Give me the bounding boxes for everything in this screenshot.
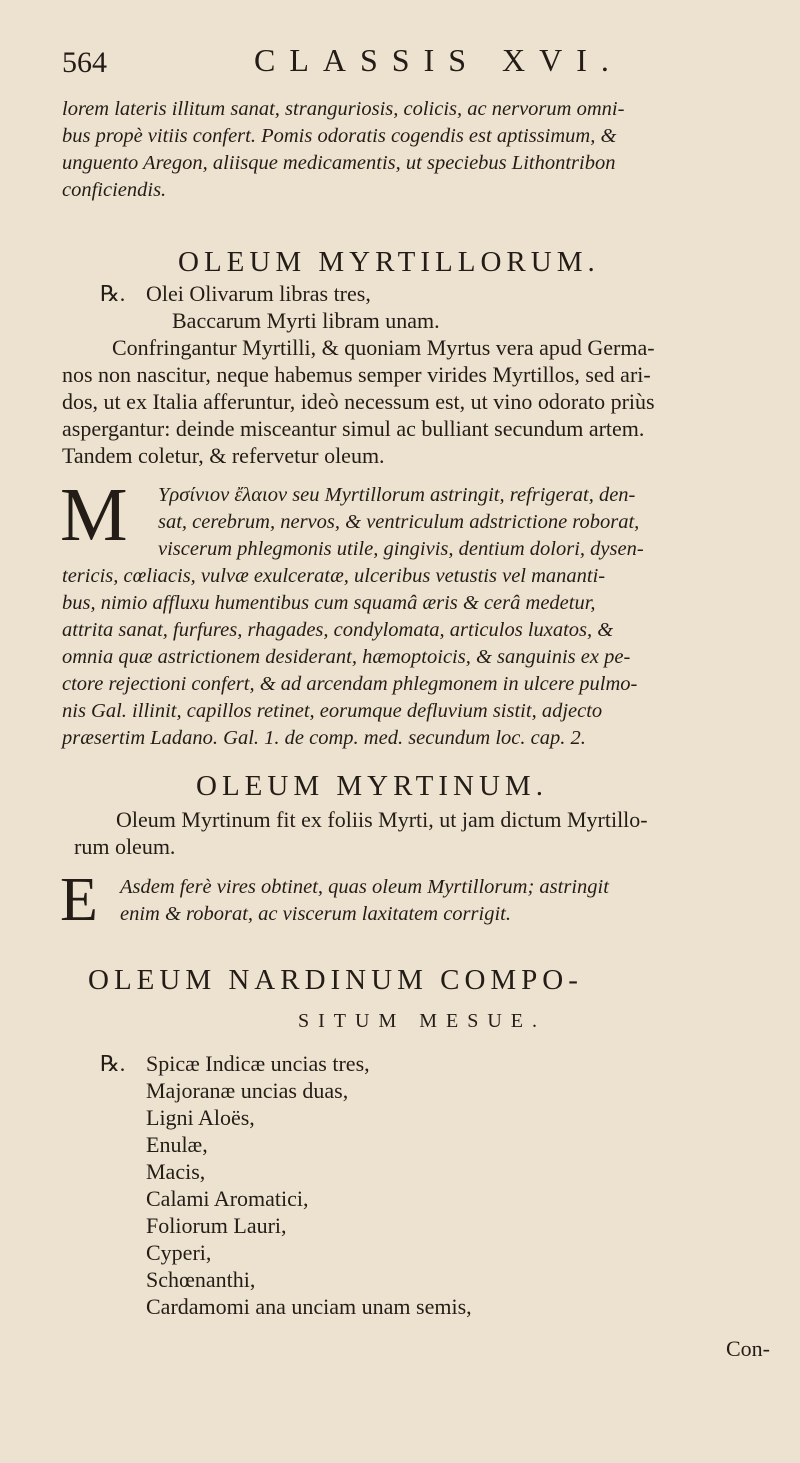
text-line: Tandem coletur, & refervetur oleum. (62, 443, 385, 468)
text-line: dos, ut ex Italia afferuntur, ideò necessum est, ut vino odorato priùs (62, 389, 655, 414)
section-subheading: SITUM MESUE. (298, 1010, 547, 1032)
page-number: 564 (62, 46, 107, 79)
section-heading: OLEUM MYRTINUM. (196, 770, 548, 802)
text-line: attrita sanat, furfures, rhagades, condylomata, articulos luxatos, & (62, 619, 614, 641)
drop-cap: M (60, 473, 128, 557)
commentary-paragraph (60, 866, 782, 934)
text-line: unguento Aregon, aliisque medicamentis, ut speciebus Lithontribon (62, 152, 616, 174)
recipe-item: Baccarum Myrti libram unam. (172, 308, 440, 333)
intro-paragraph (62, 96, 782, 204)
text-line: viscerum phlegmonis utile, gingivis, dentium dolori, dysen- (158, 538, 644, 560)
page-header (62, 42, 762, 88)
recipe-item: Cardamomi ana unciam unam semis, (146, 1294, 472, 1319)
text-line: Asdem ferè vires obtinet, quas oleum Myrtillorum; astringit (120, 876, 609, 898)
recipe-item: Macis, (146, 1159, 206, 1184)
recipe-item: Cyperi, (146, 1240, 212, 1265)
text-line: lorem lateris illitum sanat, stranguriosis, colicis, ac nervorum omni- (62, 98, 625, 120)
catchword: Con- (726, 1336, 770, 1361)
text-line: conficiendis. (62, 179, 167, 201)
recipe-item: Foliorum Lauri, (146, 1213, 287, 1238)
recipe-list (146, 280, 440, 334)
text-line: aspergantur: deinde misceantur simul ac bulliant secundum artem. (62, 416, 645, 441)
text-line: sat, cerebrum, nervos, & ventriculum adstrictione roborat, (158, 511, 640, 533)
text-line: præsertim Ladano. Gal. 1. de comp. med. secundum loc. cap. 2. (62, 727, 586, 749)
recipe-item: Spicæ Indicæ uncias tres, (146, 1051, 370, 1076)
recipe-item: Majoranæ uncias duas, (146, 1078, 349, 1103)
recipe-symbol: ℞. (100, 1051, 126, 1076)
section-heading: OLEUM MYRTILLORUM. (178, 246, 600, 278)
drop-cap: E (60, 866, 98, 934)
preparation-paragraph (62, 334, 782, 469)
recipe-item: Ligni Aloës, (146, 1105, 255, 1130)
text-line: bus propè vitiis confert. Pomis odoratis cogendis est aptissimum, & (62, 125, 617, 147)
commentary-paragraph (60, 473, 782, 752)
running-title: CLASSIS XVI. (254, 42, 623, 78)
text-line: nis Gal. illinit, capillos retinet, eorumque defluvium sistit, adjecto (62, 700, 603, 722)
section-heading: OLEUM NARDINUM COMPO- (88, 964, 583, 996)
recipe-item: Olei Olivarum libras tres, (146, 281, 371, 306)
preparation-paragraph (62, 806, 782, 860)
text-line: Confringantur Myrtilli, & quoniam Myrtus vera apud Germa- (112, 335, 655, 360)
text-line: rum oleum. (74, 834, 176, 859)
text-line: Oleum Myrtinum fit ex foliis Myrti, ut jam dictum Myrtillo- (116, 807, 648, 832)
recipe-item: Schœnanthi, (146, 1267, 256, 1292)
text-line: omnia quæ astrictionem desiderant, hæmoptoicis, & sanguinis ex pe- (62, 646, 631, 668)
text-line: enim & roborat, ac viscerum laxitatem corrigit. (120, 903, 511, 925)
text-line: tericis, cœliacis, vulvæ exulceratæ, ulceribus vetustis vel mananti- (62, 565, 606, 587)
recipe-item: Enulæ, (146, 1132, 208, 1157)
recipe-symbol: ℞. (100, 281, 126, 306)
text-line: Υρσίνιον ἔλαιον seu Myrtillorum astringit, refrigerat, den- (158, 484, 636, 506)
text-line: bus, nimio affluxu humentibus cum squamâ æris & cerâ medetur, (62, 592, 596, 614)
text-line: nos non nascitur, neque habemus semper virides Myrtillos, sed ari- (62, 362, 651, 387)
recipe-item: Calami Aromatici, (146, 1186, 309, 1211)
recipe-list (146, 1050, 472, 1320)
text-line: ctore rejectioni confert, & ad arcendam phlegmonem in ulcere pulmo- (62, 673, 638, 695)
